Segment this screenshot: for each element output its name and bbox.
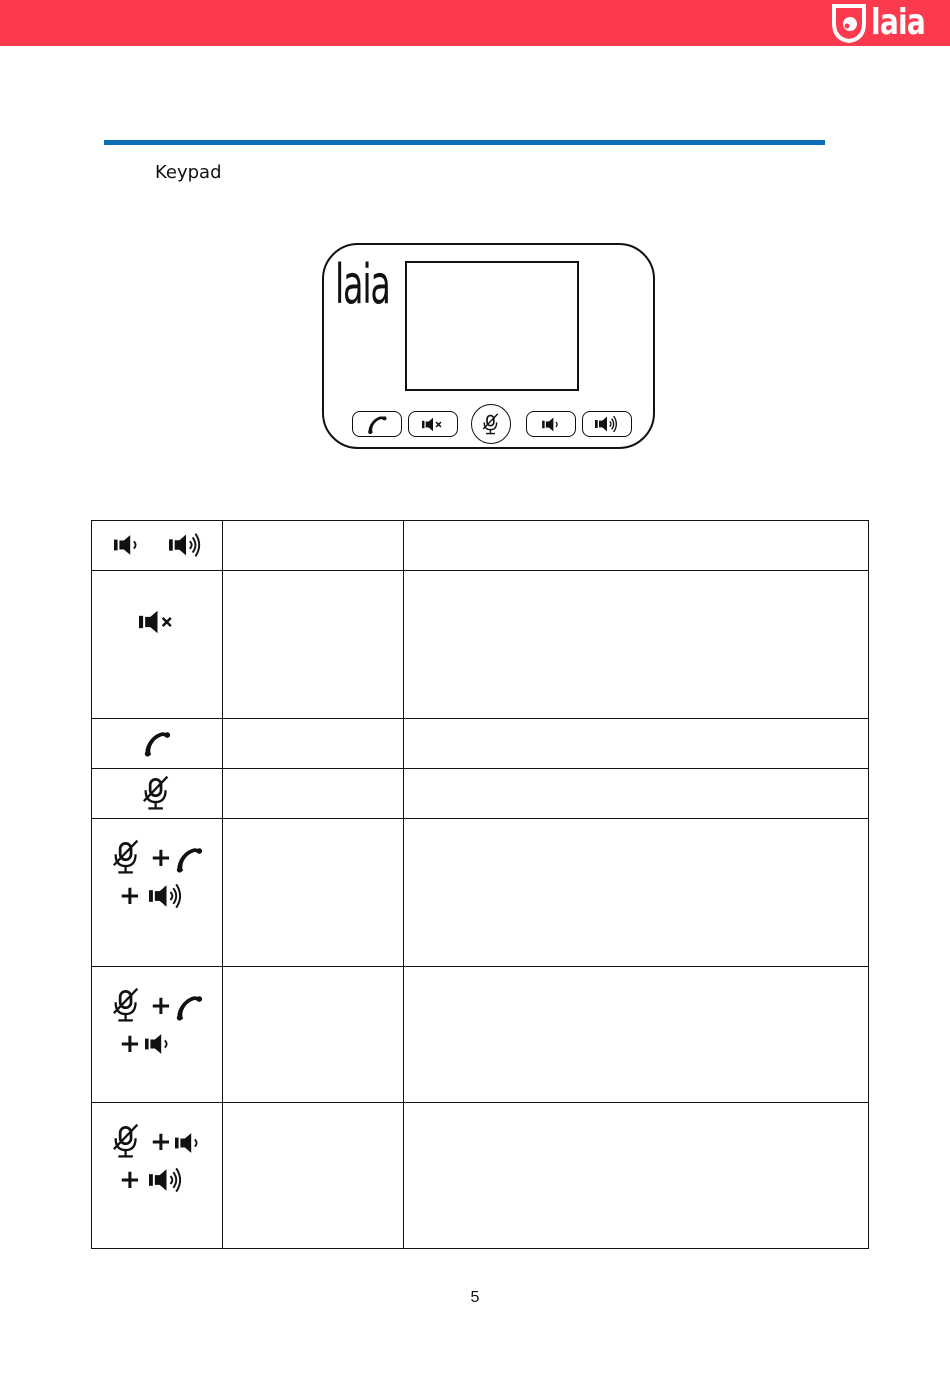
plus-sign: + [150, 843, 172, 873]
device-volume-down-button [526, 411, 576, 437]
plus-sign: + [119, 1165, 141, 1195]
device-volume-up-button [582, 411, 632, 437]
key-name-cell [223, 967, 404, 1103]
device-logo: laia [335, 253, 390, 316]
device-mic-mute-button [471, 404, 511, 444]
speaker-mute-icon [422, 417, 444, 432]
table-row [92, 571, 869, 719]
key-name-cell [223, 1103, 404, 1249]
volume-up-icon [169, 532, 203, 558]
phone-icon [142, 730, 172, 757]
plus-sign: + [119, 881, 141, 911]
key-name-cell [223, 571, 404, 719]
table-row [92, 1103, 869, 1249]
key-description-cell [404, 967, 869, 1103]
key-name-cell [223, 521, 404, 571]
icon-cell [92, 967, 223, 1103]
icon-cell [92, 571, 223, 719]
header-bar [0, 0, 950, 46]
volume-up-icon [149, 1166, 184, 1194]
phone-icon [174, 994, 204, 1021]
phone-icon [174, 846, 204, 873]
mic-mute-icon [482, 413, 500, 435]
key-name-cell [223, 719, 404, 769]
key-description-cell [404, 819, 869, 967]
table-row [92, 719, 869, 769]
mic-mute-icon [142, 774, 171, 812]
mic-mute-icon [112, 986, 141, 1024]
icon-cell [92, 521, 223, 571]
device-speaker-mute-button [408, 411, 458, 437]
brand-name: laia [870, 2, 925, 43]
volume-up-icon [595, 416, 619, 432]
volume-down-icon [542, 417, 561, 432]
brand-logo [831, 3, 940, 43]
table-row [92, 819, 869, 967]
plus-sign: + [119, 1029, 141, 1059]
plus-sign: + [150, 991, 172, 1021]
phone-icon [366, 415, 388, 434]
section-label: Keypad [155, 162, 222, 183]
key-description-cell [404, 769, 869, 819]
icon-cell [92, 769, 223, 819]
key-name-cell [223, 819, 404, 967]
speaker-mute-icon [139, 608, 176, 636]
icon-cell [92, 719, 223, 769]
volume-down-icon [145, 1033, 172, 1055]
plus-sign: + [150, 1127, 172, 1157]
section-rule [104, 140, 825, 145]
key-description-cell [404, 719, 869, 769]
volume-down-icon [114, 534, 141, 556]
keypad-table [91, 520, 869, 1249]
volume-up-icon [149, 882, 184, 910]
table-row [92, 769, 869, 819]
icon-cell [92, 1103, 223, 1249]
table-row [92, 521, 869, 571]
key-name-cell [223, 769, 404, 819]
icon-cell [92, 819, 223, 967]
table-row [92, 967, 869, 1103]
key-description-cell [404, 571, 869, 719]
device-call-button [352, 411, 402, 437]
mic-mute-icon [112, 1122, 141, 1160]
volume-down-icon [175, 1132, 202, 1154]
device-illustration [322, 243, 655, 449]
mic-mute-icon [112, 838, 141, 876]
key-description-cell [404, 1103, 869, 1249]
key-description-cell [404, 521, 869, 571]
page-number: 5 [470, 1289, 480, 1306]
device-screen [405, 261, 579, 391]
shield-logo-icon [831, 3, 867, 43]
